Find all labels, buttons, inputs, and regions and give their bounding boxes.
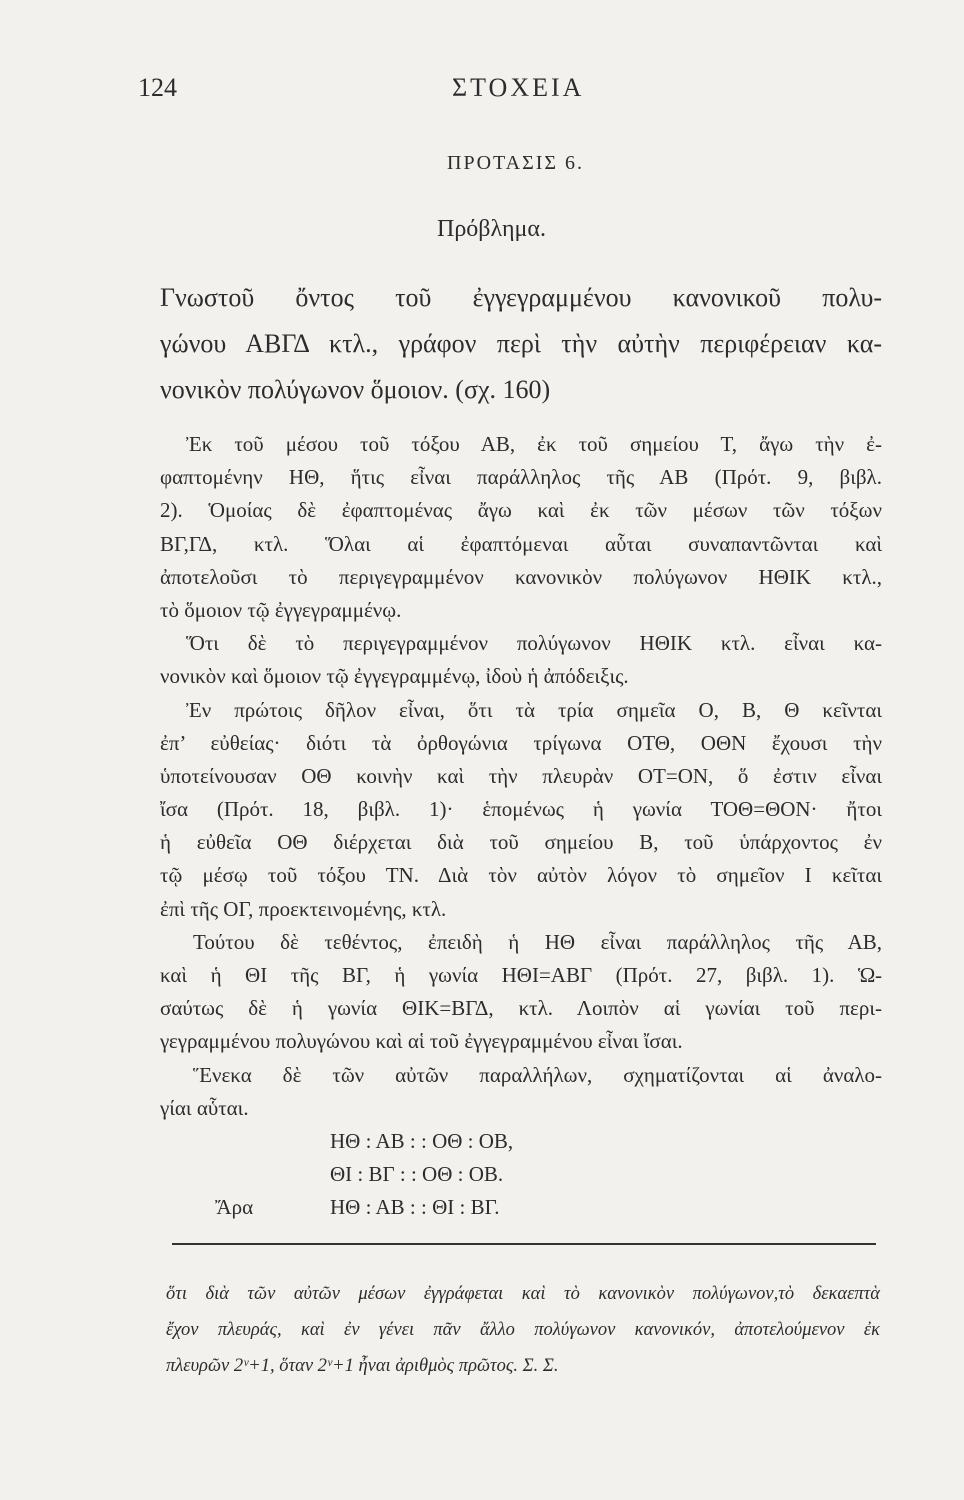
footnote-line: πλευρῶν 2ᵛ+1, ὅταν 2ᵛ+1 ἦναι ἀριθμὸς πρῶτος. Σ. Σ. xyxy=(166,1356,559,1376)
proposition-title: ΠΡΟΤΑΣΙΣ 6. xyxy=(447,152,585,174)
proportion-lead: Ἄρα xyxy=(215,1195,254,1220)
body-line: νονικὸν καὶ ὅμοιον τῷ ἐγγεγραμμένῳ, ἰδοὺ ἡ ἀπόδειξις. xyxy=(160,664,629,689)
page-number: 124 xyxy=(138,73,177,102)
body-line: σαύτως δὲ ἡ γωνία ΘΙΚ=ΒΓΔ, κτλ. Λοιπὸν αἱ γωνίαι τοῦ περι- xyxy=(160,996,882,1021)
body-line: καὶ ἡ ΘΙ τῆς ΒΓ, ἡ γωνία ΗΘΙ=ΑΒΓ (Πρότ. 27, βιβλ. 1). Ὡ- xyxy=(160,963,882,987)
body-line: Ἕνεκα δὲ τῶν αὐτῶν παραλλήλων, σχηματίζονται αἱ ἀναλο- xyxy=(193,1062,882,1087)
body-line: τὸ ὅμοιον τῷ ἐγγεγραμμένῳ. xyxy=(160,597,402,622)
footnote-line: ὅτι διὰ τῶν αὐτῶν μέσων ἐγγράφεται καὶ τὸ κανονικὸν πολύγωνον,τὸ δεκαεπτὰ xyxy=(166,1284,880,1304)
statement-line: νονικὸν πολύγωνον ὅμοιον. (σχ. 160) xyxy=(160,375,551,404)
body-line: ἀποτελοῦσι τὸ περιγεγραμμένον κανονικὸν πολύγωνον ΗΘΙΚ κτλ., xyxy=(160,564,882,589)
proportion-line xyxy=(160,1125,882,1158)
body-line: ἴσα (Πρότ. 18, βιβλ. 1)· ἑπομένως ἡ γωνία ΤΟΘ=ΘΟΝ· ἤτοι xyxy=(160,797,882,822)
problem-statement xyxy=(160,275,882,413)
proportion-formula: ΘΙ : ΒΓ : : ΟΘ : ΟΒ. xyxy=(330,1162,504,1187)
body-line: 2). Ὁμοίας δὲ ἐφαπτομένας ἄγω καὶ ἐκ τῶν μέσων τῶν τόξων xyxy=(160,498,882,523)
body-line: γεγραμμένου πολυγώνου καὶ αἱ τοῦ ἐγγεγραμμένου εἶναι ἴσαι. xyxy=(160,1029,683,1054)
body-line: ἐπ’ εὐθείας· διότι τὰ ὀρθογώνια τρίγωνα ΟΤΘ, ΟΘΝ ἔχουσι τὴν xyxy=(160,730,882,755)
body-line: ΒΓ,ΓΔ, κτλ. Ὅλαι αἱ ἐφαπτόμεναι αὗται συναπαντῶνται καὶ xyxy=(160,531,882,556)
statement-line: γώνου ΑΒΓΔ κτλ., γράφον περὶ τὴν αὐτὴν περιφέρειαν κα- xyxy=(160,329,882,358)
proportion-line xyxy=(160,1158,882,1191)
body-line: Ἐν πρώτοις δῆλον εἶναι, ὅτι τὰ τρία σημεῖα Ο, Β, Θ κεῖνται xyxy=(186,697,882,722)
body-line: Ἐκ τοῦ μέσου τοῦ τόξου ΑΒ, ἐκ τοῦ σημείου Τ, ἄγω τὴν ἐ- xyxy=(186,432,882,456)
proportion-line xyxy=(160,1191,882,1224)
body-line: ἐπὶ τῆς ΟΓ, προεκτεινομένης, κτλ. xyxy=(160,896,447,921)
body-line: τῷ μέσῳ τοῦ τόξου ΤΝ. Διὰ τὸν αὐτὸν λόγον τὸ σημεῖον Ι κεῖται xyxy=(160,863,882,888)
body-line: Ὅτι δὲ τὸ περιγεγραμμένον πολύγωνον ΗΘΙΚ κτλ. εἶναι κα- xyxy=(186,631,882,656)
footnote xyxy=(166,1276,880,1384)
proportion-formula: ΗΘ : ΑΒ : : ΟΘ : ΟΒ, xyxy=(330,1128,514,1153)
statement-line: Γνωστοῦ ὄντος τοῦ ἐγγεγραμμένου κανονικοῦ πολυ- xyxy=(160,283,882,312)
proof-text xyxy=(160,428,882,1225)
problem-label: Πρόβλημα. xyxy=(437,216,546,242)
body-line: ἡ εὐθεῖα ΟΘ διέρχεται διὰ τοῦ σημείου Β, τοῦ ὑπάρχοντος ἐν xyxy=(160,830,882,855)
body-line: Τούτου δὲ τεθέντος, ἐπειδὴ ἡ ΗΘ εἶναι παράλληλος τῆς ΑΒ, xyxy=(193,929,882,954)
body-line: ὑποτείνουσαν ΟΘ κοινὴν καὶ τὴν πλευρὰν ΟΤ=ΟΝ, ὅ ἐστιν εἶναι xyxy=(160,763,882,788)
proportion-formula: ΗΘ : ΑΒ : : ΘΙ : ΒΓ. xyxy=(330,1195,500,1220)
running-title: ΣΤΟΧΕΙΑ xyxy=(452,73,585,102)
body-line: φαπτομένην ΗΘ, ἥτις εἶναι παράλληλος τῆς ΑΒ (Πρότ. 9, βιβλ. xyxy=(160,465,882,490)
footnote-rule xyxy=(172,1243,876,1245)
footnote-line: ἔχον πλευράς, καὶ ἐν γένει πᾶν ἄλλο πολύγωνον κανονικόν, ἀποτελούμενον ἐκ xyxy=(166,1320,880,1340)
body-line: γίαι αὗται. xyxy=(160,1095,249,1120)
